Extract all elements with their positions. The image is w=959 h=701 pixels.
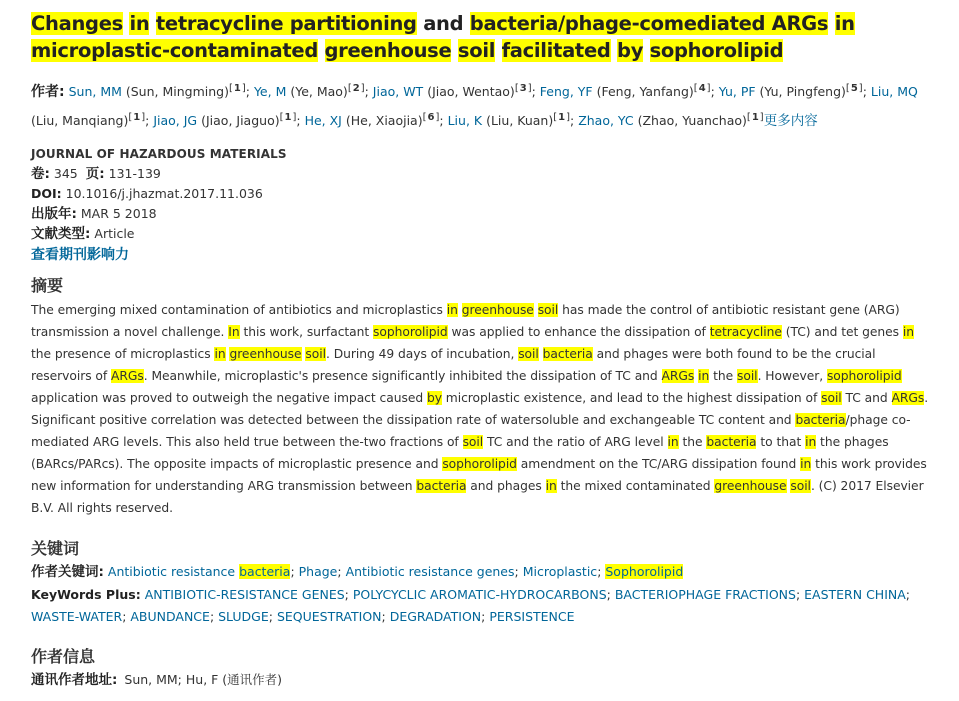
- title-fragment-text: [149, 12, 156, 35]
- keywords-plus-label: KeyWords Plus:: [31, 587, 141, 602]
- volume-value: 345: [53, 166, 78, 181]
- affiliation-ref: [5]: [845, 83, 863, 94]
- authors-label: 作者:: [31, 84, 65, 100]
- affiliation-ref-link[interactable]: 6: [427, 112, 435, 123]
- abstract-fragment-highlight: soil: [821, 391, 842, 405]
- abstract-fragment-highlight: soil: [462, 435, 484, 449]
- abstract-fragment-text: The emerging mixed contamination of antibiotics and microplastics: [31, 303, 447, 317]
- authors-list: Sun, MM (Sun, Mingming)[1]; Ye, M (Ye, Mao)[2]; Jiao, WT (Jiao, Wentao)[3]; Feng, YF (Feng, Yanfang)[4]; Yu, PF (Yu, Pingfeng)[5]; Liu, MQ (Liu, Manqiang)[1]; Jiao, JG (Jiao, Jiaguo)[1]; He, XJ (He, Xiaojia)[6]; Liu, K (Liu, Kuan)[1]; Zhao, YC (Zhao, Yuanchao)[1]: [31, 83, 918, 128]
- author-link[interactable]: Jiao, JG: [149, 113, 198, 128]
- abstract-fragment-highlight: soil: [537, 303, 559, 317]
- title-fragment-highlight: facilitated: [501, 39, 611, 62]
- affiliation-ref-link[interactable]: 1: [558, 112, 566, 123]
- abstract-fragment-text: . During 49 days of incubation,: [325, 347, 519, 361]
- title-fragment-highlight: microplastic-contaminated: [31, 39, 319, 62]
- abstract-heading: 摘要: [31, 276, 64, 295]
- abstract-fragment-highlight: in: [805, 435, 817, 449]
- abstract-fragment-text: the phages (BARcs/PARcs). The opposite impacts of microplastic presence and: [31, 435, 889, 471]
- title-fragment-text: [495, 39, 502, 62]
- pubyear-label: 出版年:: [31, 206, 77, 222]
- author-link[interactable]: Yu, PF: [714, 84, 756, 99]
- title-fragment-highlight: Changes: [31, 12, 123, 35]
- affiliation-ref: [1]: [279, 112, 297, 123]
- abstract-fragment-highlight: ARGs: [891, 391, 925, 405]
- title-fragment-highlight: soil: [457, 39, 496, 62]
- corresponding-address-value: Sun, MM; Hu, F (通讯作者): [124, 672, 283, 687]
- title-fragment-text: and: [416, 12, 470, 35]
- author-info-heading: 作者信息: [31, 647, 96, 666]
- abstract-fragment-highlight: by: [426, 391, 442, 405]
- title-fragment-highlight: in: [834, 12, 855, 35]
- affiliation-ref: [3]: [514, 83, 532, 94]
- abstract-fragment-text: amendment on the TC/ARG dissipation found: [516, 457, 801, 471]
- keyword-plus-link[interactable]: POLYCYCLIC AROMATIC-HYDROCARBONS: [352, 587, 607, 602]
- author-link[interactable]: Sun, MM: [68, 84, 122, 99]
- author-fullname: (Ye, Mao): [290, 84, 348, 99]
- abstract-fragment-highlight: greenhouse: [229, 347, 302, 361]
- abstract-fragment-text: . However,: [757, 369, 827, 383]
- keyword-plus-link[interactable]: PERSISTENCE: [489, 609, 575, 624]
- affiliation-ref-link[interactable]: 1: [233, 83, 241, 94]
- corresponding-address-label: 通讯作者地址:: [31, 672, 118, 688]
- title-fragment-highlight: greenhouse: [324, 39, 452, 62]
- keyword-plus-link[interactable]: SEQUESTRATION: [276, 609, 382, 624]
- author-keyword-link[interactable]: [108, 564, 291, 579]
- abstract-fragment-highlight: in: [902, 325, 915, 339]
- affiliation-ref: [1]: [746, 112, 764, 123]
- abstract-fragment-highlight: in: [446, 303, 458, 317]
- abstract-fragment-text: . Significant positive correlation was detected between the dissipation rate of watersoluble and exchangeable TC content and: [31, 391, 929, 427]
- keyword-text: Phage: [298, 564, 338, 579]
- title-fragment-highlight: tetracycline partitioning: [155, 12, 417, 35]
- abstract-fragment-highlight: bacteria: [706, 435, 757, 449]
- author-keyword-link[interactable]: [605, 564, 683, 579]
- author-keyword-link[interactable]: [346, 564, 515, 579]
- author-keywords-label: 作者关键词:: [31, 564, 104, 580]
- affiliation-ref-link[interactable]: 1: [751, 112, 759, 123]
- abstract-fragment-text: . Meanwhile, microplastic's presence significantly inhibited the dissipation of TC and: [143, 369, 662, 383]
- authors-block: [31, 76, 937, 134]
- article-title: [31, 10, 937, 64]
- author-fullname: (Jiao, Jiaguo): [201, 113, 280, 128]
- author-link[interactable]: Ye, M: [249, 84, 287, 99]
- author-fullname: (Liu, Manqiang): [31, 113, 129, 128]
- author-fullname: (Jiao, Wentao): [427, 84, 515, 99]
- author-link[interactable]: Liu, K: [443, 113, 483, 128]
- abstract-fragment-highlight: in: [214, 347, 226, 361]
- affiliation-ref-link[interactable]: 1: [284, 112, 292, 123]
- keyword-plus-link[interactable]: BACTERIOPHAGE FRACTIONS: [614, 587, 796, 602]
- affiliation-ref: [1]: [228, 83, 246, 94]
- doi-label: DOI:: [31, 186, 62, 201]
- abstract-fragment-highlight: soil: [736, 369, 758, 383]
- author-link[interactable]: Feng, YF: [535, 84, 593, 99]
- volume-label: 卷:: [31, 166, 50, 182]
- abstract-fragment-highlight: ARGs: [661, 369, 695, 383]
- abstract-fragment-highlight: in: [545, 479, 557, 493]
- abstract-fragment-highlight: in: [698, 369, 710, 383]
- abstract-fragment-highlight: greenhouse: [461, 303, 534, 317]
- abstract-fragment-text: /phage co-mediated ARG levels. This also held true between the-two fractions of: [31, 413, 911, 449]
- abstract-fragment-text: the presence of microplastics: [31, 347, 215, 361]
- pages-label: 页:: [85, 166, 105, 182]
- title-fragment-highlight: in: [129, 12, 150, 35]
- abstract-fragment-text: TC and: [841, 391, 892, 405]
- abstract-fragment-highlight: In: [228, 325, 240, 339]
- affiliation-ref-link[interactable]: 3: [519, 83, 527, 94]
- affiliation-ref-link[interactable]: 5: [850, 83, 858, 94]
- abstract-fragment-text: to that: [756, 435, 806, 449]
- abstract-text: [31, 299, 937, 519]
- volume-pages-row: [31, 164, 937, 184]
- source-info: [31, 144, 937, 265]
- doctype-row: [31, 224, 937, 244]
- pages-value: 131-139: [108, 166, 161, 181]
- abstract-fragment-text: application was proved to outweigh the negative impact caused: [31, 391, 427, 405]
- author-fullname: (Yu, Pingfeng): [759, 84, 846, 99]
- title-fragment-text: [643, 39, 650, 62]
- abstract-fragment-text: . (C) 2017 Elsevier B.V. All rights reserved.: [31, 479, 924, 515]
- affiliation-ref: [2]: [347, 83, 365, 94]
- title-fragment-text: [451, 39, 458, 62]
- keyword-highlight: Sophorolipid: [605, 564, 684, 579]
- affiliation-ref: [1]: [553, 112, 570, 123]
- keyword-plus-link[interactable]: ABUNDANCE: [130, 609, 210, 624]
- author-fullname: (Feng, Yanfang): [596, 84, 694, 99]
- abstract-fragment-text: microplastic existence, and lead to the highest dissipation of: [441, 391, 822, 405]
- abstract-fragment-text: the: [678, 435, 707, 449]
- keyword-highlight: bacteria: [239, 564, 291, 579]
- title-fragment-text: [318, 39, 325, 62]
- journal-impact-link[interactable]: 查看期刊影响力: [31, 247, 129, 263]
- author-keywords-row: [31, 560, 937, 584]
- abstract-fragment-text: the mixed contaminated: [556, 479, 715, 493]
- abstract-fragment-highlight: greenhouse: [714, 479, 787, 493]
- keyword-plus-link[interactable]: WASTE-WATER: [31, 609, 123, 624]
- abstract-fragment-highlight: bacteria: [542, 347, 593, 361]
- keyword-plus-link[interactable]: SLUDGE: [218, 609, 269, 624]
- abstract-fragment-highlight: soil: [305, 347, 326, 361]
- doctype-label: 文献类型:: [31, 226, 91, 242]
- author-fullname: (Sun, Mingming): [125, 84, 229, 99]
- abstract-fragment-text: and phages were both found to be the crucial reservoirs of: [31, 347, 876, 383]
- abstract-fragment-text: and phages: [466, 479, 546, 493]
- pubyear-value: MAR 5 2018: [80, 206, 157, 221]
- author-link[interactable]: Jiao, WT: [368, 84, 424, 99]
- abstract-fragment-text: the: [709, 369, 737, 383]
- affiliation-ref-link[interactable]: 1: [133, 112, 141, 123]
- author-fullname: (Zhao, Yuanchao): [637, 113, 747, 128]
- abstract-fragment-highlight: tetracycline: [709, 325, 782, 339]
- abstract-fragment-text: was applied to enhance the dissipation of: [447, 325, 710, 339]
- author-keyword-link[interactable]: [523, 564, 597, 579]
- affiliation-ref: [6]: [422, 112, 440, 123]
- pubyear-row: [31, 204, 937, 224]
- journal-name: JOURNAL OF HAZARDOUS MATERIALS: [31, 147, 287, 161]
- author-fullname: (Liu, Kuan): [486, 113, 554, 128]
- abstract-fragment-highlight: ARGs: [111, 369, 144, 383]
- keyword-plus-link[interactable]: ANTIBIOTIC-RESISTANCE GENES: [144, 587, 345, 602]
- keywords-plus-list: ANTIBIOTIC-RESISTANCE GENES; POLYCYCLIC AROMATIC-HYDROCARBONS; BACTERIOPHAGE FRACTIONS; EASTERN CHINA; WASTE-WATER; ABUNDANCE; SLUDGE; SEQUESTRATION; DEGRADATION; PERSISTENCE: [31, 587, 911, 624]
- corresponding-address-row: [31, 668, 937, 692]
- keyword-plus-link[interactable]: EASTERN CHINA: [804, 587, 906, 602]
- author-link[interactable]: Zhao, YC: [574, 113, 634, 128]
- affiliation-ref: [4]: [693, 83, 711, 94]
- keywords-heading: 关键词: [31, 539, 80, 558]
- more-authors-link[interactable]: 更多内容: [763, 113, 818, 129]
- keywords-plus-row: [31, 584, 937, 628]
- affiliation-ref: [1]: [128, 112, 146, 123]
- doctype-value: Article: [94, 226, 135, 241]
- doi-value: 10.1016/j.jhazmat.2017.11.036: [65, 186, 263, 201]
- author-keyword-link[interactable]: [299, 564, 338, 579]
- abstract-fragment-highlight: bacteria: [795, 413, 846, 427]
- keyword-text: Microplastic: [522, 564, 598, 579]
- abstract-fragment-highlight: sophorolipid: [826, 369, 902, 383]
- affiliation-ref-link[interactable]: 4: [698, 83, 706, 94]
- affiliation-ref-link[interactable]: 2: [352, 83, 360, 94]
- abstract-fragment-text: this work, surfactant: [239, 325, 374, 339]
- abstract-fragment-highlight: sophorolipid: [373, 325, 448, 339]
- abstract-fragment-text: has made the control of antibiotic resistant gene (ARG) transmission a novel challenge.: [31, 303, 900, 339]
- abstract-fragment-text: this work provides new information for understanding ARG transmission between: [31, 457, 927, 493]
- keyword-text: Antibiotic resistance: [107, 564, 240, 579]
- abstract-fragment-highlight: bacteria: [416, 479, 467, 493]
- title-fragment-highlight: by: [617, 39, 644, 62]
- abstract-fragment-highlight: in: [667, 435, 679, 449]
- abstract-fragment-highlight: soil: [518, 347, 539, 361]
- keyword-text: Antibiotic resistance genes: [345, 564, 515, 579]
- title-fragment-text: [828, 12, 835, 35]
- author-fullname: (He, Xiaojia): [345, 113, 423, 128]
- abstract-fragment-highlight: sophorolipid: [442, 457, 517, 471]
- author-link[interactable]: Liu, MQ: [866, 84, 918, 99]
- abstract-fragment-text: TC and the ratio of ARG level: [483, 435, 668, 449]
- keyword-plus-link[interactable]: DEGRADATION: [389, 609, 482, 624]
- author-keywords-list: Antibiotic resistance bacteria; Phage; Antibiotic resistance genes; Microplastic; Sophorolipid: [107, 564, 684, 579]
- abstract-fragment-highlight: in: [800, 457, 812, 471]
- author-link[interactable]: He, XJ: [300, 113, 342, 128]
- title-fragment-highlight: sophorolipid: [649, 39, 784, 62]
- title-fragment-highlight: bacteria/phage-comediated ARGs: [469, 12, 829, 35]
- abstract-fragment-highlight: soil: [790, 479, 811, 493]
- abstract-fragment-text: (TC) and tet genes: [781, 325, 903, 339]
- doi-row: [31, 184, 937, 204]
